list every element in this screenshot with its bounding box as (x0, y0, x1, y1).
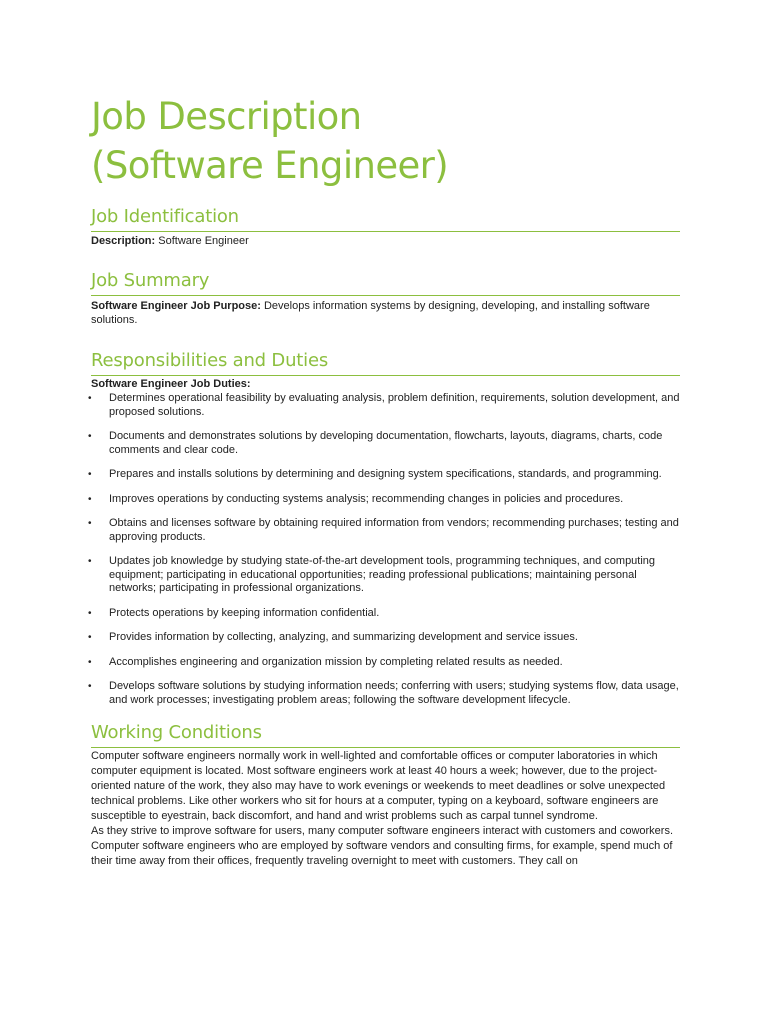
duties-list (88, 392, 680, 707)
duty-text: Develops software solutions by studying information needs; conferring with users; studying systems flow, data usage, and work processes; investigating problem areas; following the software development lifecycle. (109, 680, 679, 706)
duty-text: Accomplishes engineering and organization mission by completing related results as needed. (109, 655, 563, 668)
working-conditions-paragraph-1: Computer software engineers normally work in well-lighted and comfortable offices or computer laboratories in which computer equipment is located. Most software engineers work at least 40 hours a week; however, due to the project-oriented nature of the work, they also may have to work evenings or weekends to meet deadlines or solve unexpected technical problems. Like other workers who sit for hours at a computer, typing on a keyboard, software engineers are susceptible to eyestrain, back discomfort, and hand and wrist problems such as carpal tunnel syndrome. (91, 750, 666, 822)
duty-item (88, 606, 680, 621)
bullet-icon: • (88, 493, 92, 505)
duty-item (88, 655, 680, 670)
summary-label: Software Engineer Job Purpose: (91, 300, 261, 312)
summary-value: Develops information systems by designing, developing, and installing software solutions. (91, 300, 650, 326)
summary-text (91, 299, 680, 327)
document-title (91, 92, 680, 190)
duty-item (88, 492, 680, 507)
section-heading-responsibilities: Responsibilities and Duties (91, 349, 680, 376)
duty-item (88, 468, 680, 482)
bullet-icon: • (88, 556, 92, 567)
identification-value: Software Engineer (158, 235, 249, 247)
duty-item (88, 631, 680, 645)
bullet-icon: • (88, 469, 92, 480)
duty-item (88, 680, 680, 707)
duty-text: Obtains and licenses software by obtaining required information from vendors; recommending purchases; testing and approving products. (109, 517, 679, 543)
duty-item (88, 430, 680, 457)
duty-text: Improves operations by conducting systems analysis; recommending changes in policies and procedures. (109, 492, 624, 505)
identification-label: Description: (91, 235, 156, 247)
document-title-line-2: (Software Engineer) (91, 144, 449, 187)
duty-text: Updates job knowledge by studying state-of-the-art development tools, programming techniques, and computing equipment; participating in educational opportunities; reading professional publications; maintaining personal networks; participating in professional organizations. (109, 555, 656, 594)
section-heading-summary: Job Summary (91, 269, 680, 296)
bullet-icon: • (88, 632, 92, 643)
duty-item (88, 392, 680, 419)
duty-text: Determines operational feasibility by evaluating analysis, problem definition, requirements, solution development, and proposed solutions. (109, 392, 680, 418)
section-heading-identification: Job Identification (91, 205, 680, 232)
document-title-line-1: Job Description (91, 95, 362, 138)
working-conditions-paragraph-2: As they strive to improve software for users, many computer software engineers interact with customers and coworkers. Computer software engineers who are employed by software vendors and consulting firms, for example, spend much of their time away from their offices, frequently traveling overnight to meet with customers. They call on (91, 825, 674, 867)
bullet-icon: • (88, 431, 92, 442)
bullet-icon: • (88, 681, 92, 692)
document-page (88, 92, 680, 869)
bullet-icon: • (88, 656, 92, 668)
duty-item (88, 517, 680, 544)
identification-text (91, 234, 680, 248)
duties-label (91, 377, 680, 391)
duty-item (88, 555, 680, 596)
bullet-icon: • (88, 607, 92, 619)
duty-text: Protects operations by keeping information confidential. (109, 606, 380, 619)
bullet-icon: • (88, 518, 92, 529)
bullet-icon: • (88, 393, 92, 404)
section-heading-working-conditions: Working Conditions (91, 721, 680, 748)
duties-label-text: Software Engineer Job Duties: (91, 378, 251, 390)
duty-text: Documents and demonstrates solutions by developing documentation, flowcharts, layouts, diagrams, charts, code comments and clear code. (109, 430, 663, 456)
duty-text: Provides information by collecting, analyzing, and summarizing development and service issues. (109, 631, 578, 643)
duty-text: Prepares and installs solutions by determining and designing system specifications, standards, and programming. (109, 468, 662, 480)
